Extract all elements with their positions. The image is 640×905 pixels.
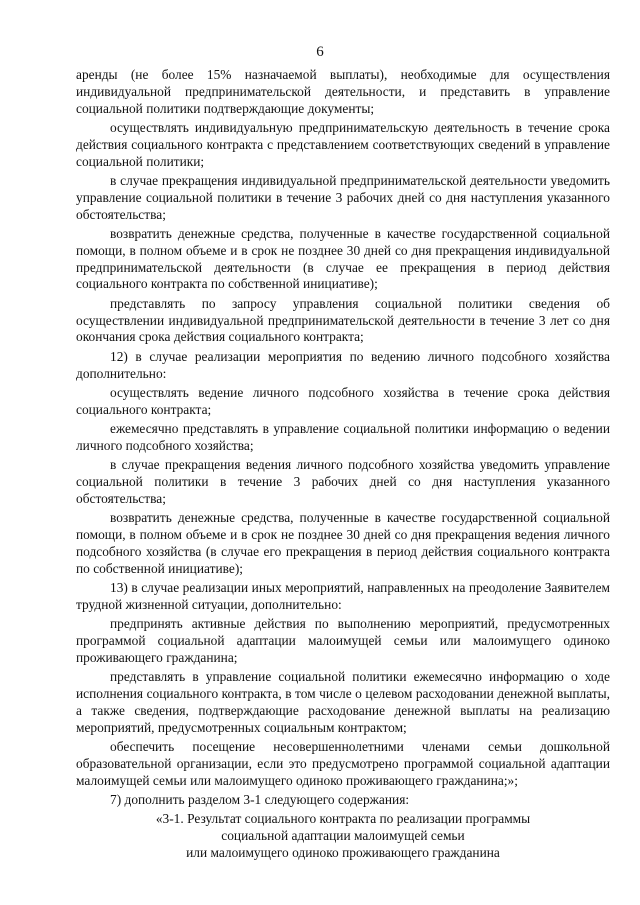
document-body — [76, 67, 610, 862]
paragraph: возвратить денежные средства, полученные в качестве государственной социальной помощи, в полном объеме и в срок не позднее 30 дней со дня прекращения ведения личного подсобного хозяйства (в случае его прекращения в период действия социального контракта по собственной инициативе); — [76, 510, 610, 576]
paragraph-continuation: аренды (не более 15% назначаемой выплаты), необходимые для осуществления индивидуальной предпринимательской деятельности, и представить в управление социальной политики подтверждающие документы; — [76, 67, 610, 116]
paragraph: осуществлять индивидуальную предпринимательскую деятельность в течение срока действия социального контракта с представлением соответствующих сведений в управление социальной политики; — [76, 119, 610, 169]
paragraph: обеспечить посещение несовершеннолетними членами семьи дошкольной образовательной организации, если это предусмотрено программой социальной адаптации малоимущей семьи или малоимущего одиноко проживающего гражданина;»; — [76, 739, 610, 788]
paragraph: в случае прекращения индивидуальной предпринимательской деятельности уведомить управление социальной политики в течение 3 рабочих дней со дня наступления указанного обстоятельства; — [76, 172, 610, 222]
paragraph: предпринять активные действия по выполнению мероприятий, предусмотренных программой социальной адаптации малоимущей семьи или малоимущего одиноко проживающего гражданина; — [76, 616, 610, 665]
list-item-7: 7) дополнить разделом 3-1 следующего содержания: — [110, 791, 410, 807]
list-item-12: 12) в случае реализации мероприятия по ведению личного подсобного хозяйства дополнительно: — [76, 348, 610, 381]
section-heading-line: или малоимущего одиноко проживающего гражданина — [186, 844, 500, 860]
paragraph: представлять в управление социальной политики ежемесячно информацию о ходе исполнения социального контракта, в том числе о целевом расходовании денежной выплаты, а также сведения, подтверждающие расходование денежной выплаты на реализацию мероприятий, предусмотренных социальным контрактом; — [76, 669, 610, 735]
paragraph: ежемесячно представлять в управление социальной политики информацию о ведении личного подсобного хозяйства; — [76, 421, 610, 453]
paragraph: возвратить денежные средства, полученные в качестве государственной социальной помощи, в полном объеме и в срок не позднее 30 дней со дня прекращения индивидуальной предпринимательской деятельности (в случае ее прекращения в период действия социального контракта по собственной инициативе); — [76, 225, 610, 292]
section-heading — [76, 811, 610, 861]
paragraph: представлять по запросу управления социальной политики сведения об осуществлении индивидуальной предпринимательской деятельности в течение 3 лет со дня окончания срока действия социального контракта; — [76, 295, 610, 345]
section-heading-line: «3-1. Результат социального контракта по реализации программы — [155, 811, 531, 827]
page-number: 6 — [316, 44, 324, 60]
section-heading-line: социальной адаптации малоимущей семьи — [221, 828, 465, 844]
paragraph: осуществлять ведение личного подсобного хозяйства в течение срока действия социального контракта; — [76, 384, 610, 417]
list-item-13: 13) в случае реализации иных мероприятий, направленных на преодоление Заявителем трудной жизненной ситуации, дополнительно: — [76, 580, 610, 612]
paragraph: в случае прекращения ведения личного подсобного хозяйства уведомить управление социальной политики в течение 3 рабочих дней со дня наступления указанного обстоятельства; — [76, 457, 610, 506]
